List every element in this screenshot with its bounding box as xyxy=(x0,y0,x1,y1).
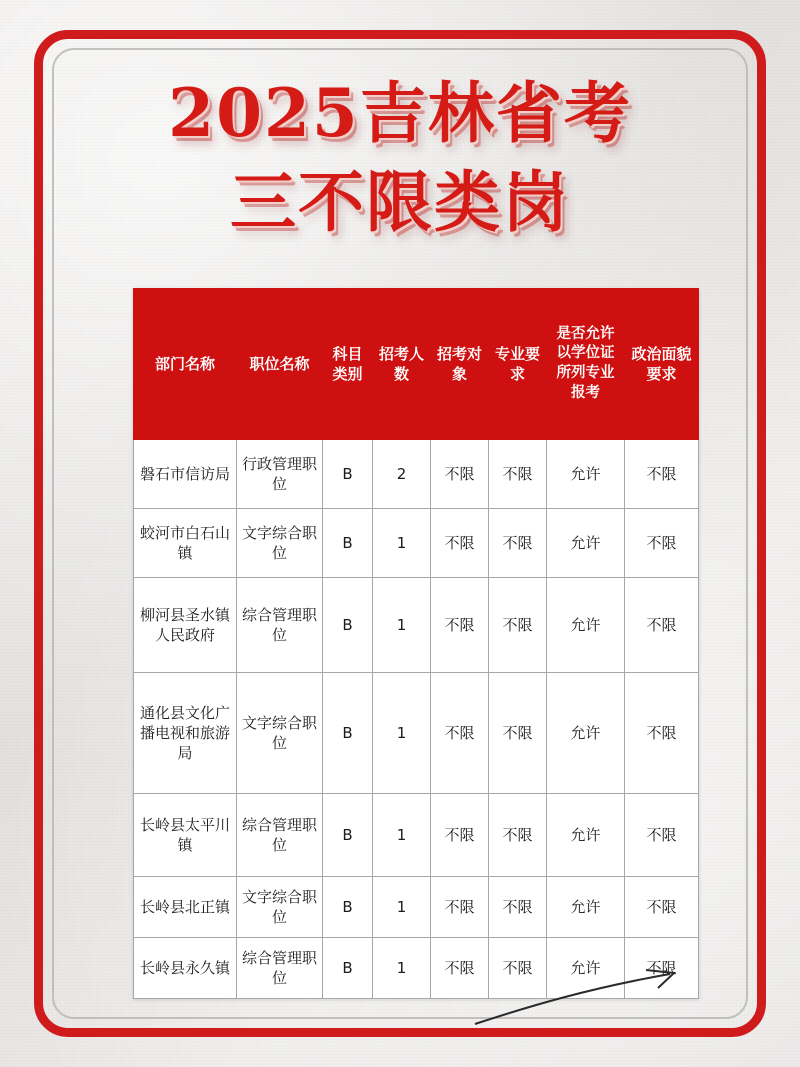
cell-major: 不限 xyxy=(489,578,547,673)
cell-major: 不限 xyxy=(489,938,547,999)
cell-department: 通化县文化广播电视和旅游局 xyxy=(134,673,237,794)
cell-count: 1 xyxy=(373,938,431,999)
cell-subject: B xyxy=(323,877,373,938)
cell-department: 长岭县北正镇 xyxy=(134,877,237,938)
table-row xyxy=(134,794,699,877)
cell-major: 不限 xyxy=(489,794,547,877)
table-row xyxy=(134,938,699,999)
cell-count: 1 xyxy=(373,509,431,578)
cell-subject: B xyxy=(323,578,373,673)
cell-count: 1 xyxy=(373,794,431,877)
cell-target: 不限 xyxy=(431,578,489,673)
cell-department: 长岭县永久镇 xyxy=(134,938,237,999)
cell-degree-allowed: 允许 xyxy=(547,509,625,578)
cell-count: 1 xyxy=(373,673,431,794)
cell-target: 不限 xyxy=(431,938,489,999)
cell-major: 不限 xyxy=(489,877,547,938)
table-row xyxy=(134,509,699,578)
table-header xyxy=(134,289,699,440)
cell-position: 综合管理职位 xyxy=(237,578,323,673)
cell-degree-allowed: 允许 xyxy=(547,877,625,938)
cell-subject: B xyxy=(323,440,373,509)
cell-position: 综合管理职位 xyxy=(237,938,323,999)
cell-political: 不限 xyxy=(625,673,699,794)
cell-position: 文字综合职位 xyxy=(237,877,323,938)
cell-political: 不限 xyxy=(625,440,699,509)
cell-degree-allowed: 允许 xyxy=(547,673,625,794)
title-line-2: 三不限类岗 xyxy=(230,162,570,241)
cell-target: 不限 xyxy=(431,509,489,578)
cell-major: 不限 xyxy=(489,440,547,509)
cell-major: 不限 xyxy=(489,509,547,578)
page-title xyxy=(0,72,800,243)
table-header-row xyxy=(134,289,699,440)
column-header-subject: 科目类别 xyxy=(323,289,373,440)
cell-count: 1 xyxy=(373,578,431,673)
cell-position: 综合管理职位 xyxy=(237,794,323,877)
cell-target: 不限 xyxy=(431,673,489,794)
cell-position: 文字综合职位 xyxy=(237,509,323,578)
table-row xyxy=(134,440,699,509)
cell-political: 不限 xyxy=(625,877,699,938)
cell-department: 磐石市信访局 xyxy=(134,440,237,509)
cell-department: 长岭县太平川镇 xyxy=(134,794,237,877)
cell-political: 不限 xyxy=(625,578,699,673)
table-body xyxy=(134,440,699,999)
cell-major: 不限 xyxy=(489,673,547,794)
cell-count: 2 xyxy=(373,440,431,509)
column-header-political: 政治面貌要求 xyxy=(625,289,699,440)
table-row xyxy=(134,877,699,938)
column-header-department: 部门名称 xyxy=(134,289,237,440)
cell-degree-allowed: 允许 xyxy=(547,440,625,509)
job-table-container xyxy=(133,288,698,999)
cell-subject: B xyxy=(323,794,373,877)
column-header-position: 职位名称 xyxy=(237,289,323,440)
cell-political: 不限 xyxy=(625,938,699,999)
cell-political: 不限 xyxy=(625,794,699,877)
cell-subject: B xyxy=(323,509,373,578)
cell-degree-allowed: 允许 xyxy=(547,938,625,999)
table-row xyxy=(134,673,699,794)
cell-department: 蛟河市白石山镇 xyxy=(134,509,237,578)
cell-target: 不限 xyxy=(431,440,489,509)
column-header-target: 招考对象 xyxy=(431,289,489,440)
cell-political: 不限 xyxy=(625,509,699,578)
cell-degree-allowed: 允许 xyxy=(547,794,625,877)
cell-subject: B xyxy=(323,938,373,999)
job-table xyxy=(133,288,699,999)
table-row xyxy=(134,578,699,673)
cell-count: 1 xyxy=(373,877,431,938)
column-header-count: 招考人数 xyxy=(373,289,431,440)
cell-subject: B xyxy=(323,673,373,794)
cell-position: 行政管理职位 xyxy=(237,440,323,509)
column-header-major: 专业要求 xyxy=(489,289,547,440)
cell-department: 柳河县圣水镇人民政府 xyxy=(134,578,237,673)
cell-position: 文字综合职位 xyxy=(237,673,323,794)
cell-target: 不限 xyxy=(431,794,489,877)
cell-target: 不限 xyxy=(431,877,489,938)
title-line-1: 2025吉林省考 xyxy=(168,74,632,152)
cell-degree-allowed: 允许 xyxy=(547,578,625,673)
column-header-degree-allowed: 是否允许以学位证所列专业报考 xyxy=(547,289,625,440)
